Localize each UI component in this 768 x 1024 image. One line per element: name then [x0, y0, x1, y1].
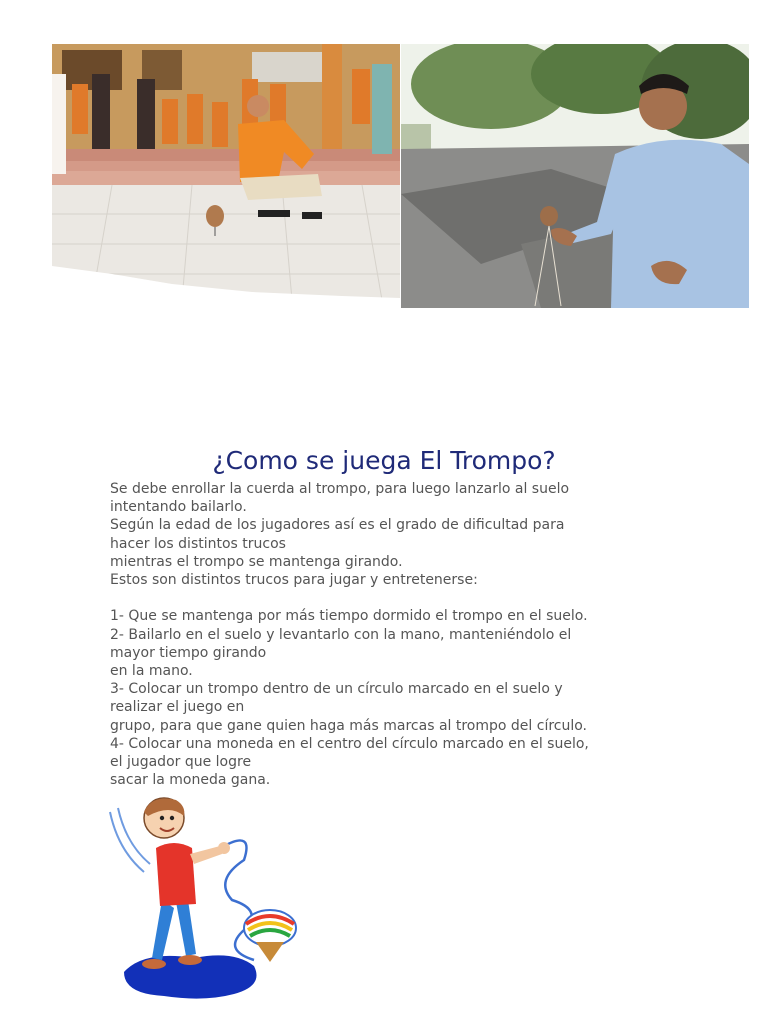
- boy-spinning-top-illustration: [104, 790, 304, 1002]
- rule-2-line: mayor tiempo girando: [110, 644, 267, 661]
- rule-2-line: 2- Bailarlo en el suelo y levantarlo con la mano, manteniéndolo el: [110, 626, 572, 643]
- instructions-text: [110, 480, 670, 789]
- rule-4-line: 4- Colocar una moneda en el centro del círculo marcado en el suelo,: [110, 735, 589, 752]
- text-line: hacer los distintos trucos: [110, 535, 286, 552]
- text-line: intentando bailarlo.: [110, 499, 247, 516]
- text-line: Estos son distintos trucos para jugar y entretenerse:: [110, 572, 478, 589]
- text-line: Según la edad de los jugadores así es el grado de dificultad para: [110, 517, 565, 534]
- page-title: ¿Como se juega El Trompo?: [212, 446, 556, 475]
- rule-3-line: realizar el juego en: [110, 699, 245, 716]
- photo-man-with-top: [401, 44, 749, 308]
- rule-2-line: en la mano.: [110, 663, 193, 680]
- text-line: Se debe enrollar la cuerda al trompo, para luego lanzarlo al suelo: [110, 481, 570, 497]
- rule-3-line: 3- Colocar un trompo dentro de un círculo marcado en el suelo y: [110, 681, 563, 698]
- rule-4-line: sacar la moneda gana.: [110, 772, 271, 789]
- text-line: mientras el trompo se mantenga girando.: [110, 553, 403, 570]
- rule-4-line: el jugador que logre: [110, 754, 252, 771]
- blank-line: [110, 589, 670, 607]
- rule-1-line: 1- Que se mantenga por más tiempo dormido el trompo en el suelo.: [110, 608, 588, 625]
- rule-3-line: grupo, para que gane quien haga más marcas al trompo del círculo.: [110, 717, 588, 734]
- photo-group-spinning-top: [52, 44, 400, 300]
